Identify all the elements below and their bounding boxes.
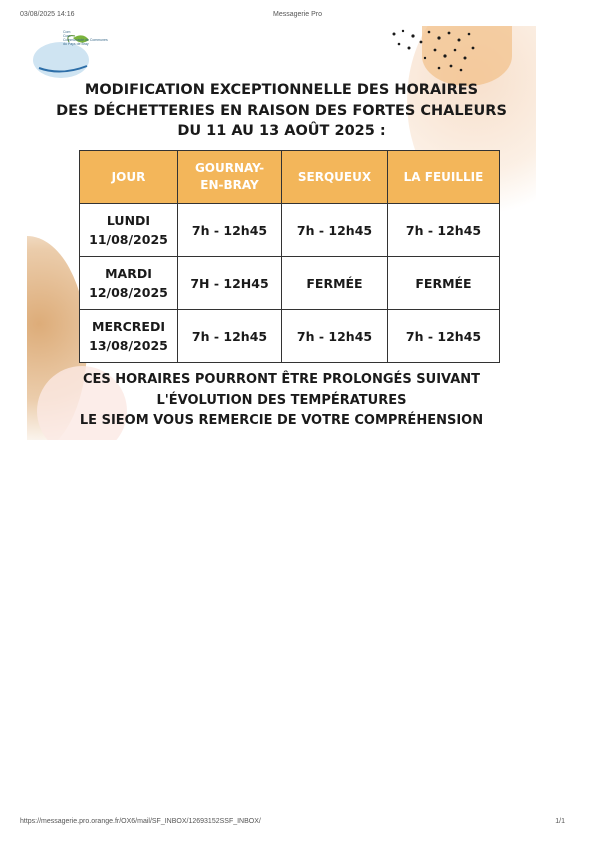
title-line-2: DES DÉCHETTERIES EN RAISON DES FORTES CHALEURS xyxy=(56,102,507,119)
cell-hours: 7H - 12H45 xyxy=(178,257,282,310)
logo-text xyxy=(63,30,111,46)
closing-note xyxy=(27,370,536,432)
cell-hours: 7h - 12h45 xyxy=(388,204,500,257)
cell-hours: FERMÉE xyxy=(282,257,388,310)
title-line-1: MODIFICATION EXCEPTIONNELLE DES HORAIRES xyxy=(84,82,479,98)
print-footer-url: https://messagerie.pro.orange.fr/OX6/mail/SF_INBOX/12693152SSF_INBOX/ xyxy=(20,818,261,825)
page-title xyxy=(27,80,536,142)
cell-hours: 7h - 12h45 xyxy=(388,310,500,363)
row-day: MERCREDI 13/08/2025 xyxy=(80,310,178,363)
header-gournay: GOURNAY- EN-BRAY xyxy=(178,151,282,204)
table-row xyxy=(80,310,500,363)
title-line-3: DU 11 AU 13 AOÛT 2025 : xyxy=(177,123,386,139)
cell-hours: 7h - 12h45 xyxy=(178,310,282,363)
row-day: LUNDI 11/08/2025 xyxy=(80,204,178,257)
table-row xyxy=(80,204,500,257)
logo-tagline: Communauté de Communes du Pays de Bray xyxy=(63,38,108,46)
print-footer-page: 1/1 xyxy=(555,818,565,825)
table-row xyxy=(80,257,500,310)
cell-hours: FERMÉE xyxy=(388,257,500,310)
note-line-1: CES HORAIRES POURRONT ÊTRE PROLONGÉS SUIVANT xyxy=(82,372,481,387)
row-day: MARDI 12/08/2025 xyxy=(80,257,178,310)
cell-hours: 7h - 12h45 xyxy=(178,204,282,257)
header-jour: JOUR xyxy=(80,151,178,204)
header-la-feuillie: LA FEUILLIE xyxy=(388,151,500,204)
schedule-table xyxy=(79,150,500,363)
table-header-row xyxy=(80,151,500,204)
print-header-datetime: 03/08/2025 14:16 xyxy=(20,11,75,18)
cell-hours: 7h - 12h45 xyxy=(282,204,388,257)
note-line-3: LE SIEOM VOUS REMERCIE DE VOTRE COMPRÉHENSION xyxy=(79,413,484,428)
logo-line-2: Com xyxy=(63,34,71,38)
print-header-title: Messagerie Pro xyxy=(272,11,323,18)
header-serqueux: SERQUEUX xyxy=(282,151,388,204)
cell-hours: 7h - 12h45 xyxy=(282,310,388,363)
decor-dots xyxy=(389,28,479,76)
flyer xyxy=(27,26,536,440)
logo-line-1: Com xyxy=(63,30,71,34)
note-line-2: L'ÉVOLUTION DES TEMPÉRATURES xyxy=(156,392,407,408)
